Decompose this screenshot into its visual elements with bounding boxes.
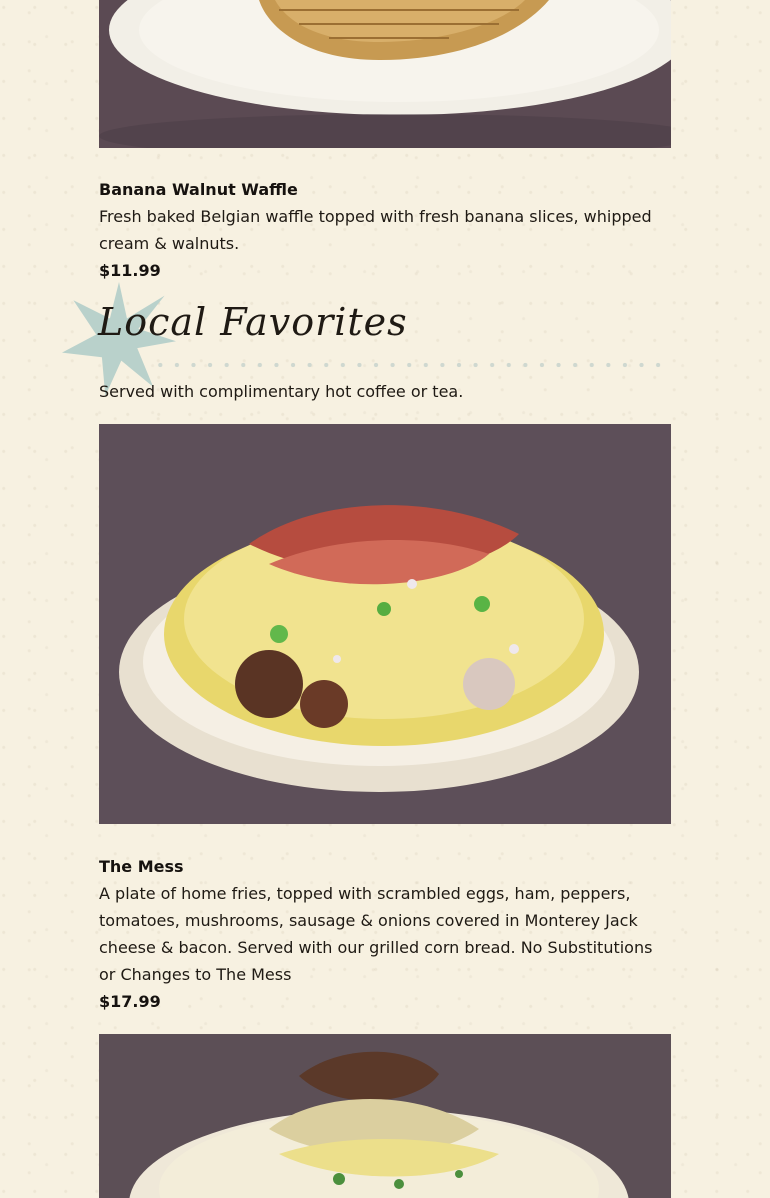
menu-item-price: $17.99 <box>99 992 161 1011</box>
banana-walnut-waffle-photo <box>99 0 671 148</box>
the-mess-photo <box>99 424 671 824</box>
menu-item-description: Fresh baked Belgian waffle topped with fresh banana slices, whipped cream & walnuts. <box>99 207 652 253</box>
dotted-divider <box>152 362 672 368</box>
menu-item-title: Banana Walnut Waffle <box>99 180 298 199</box>
menu-item-price: $11.99 <box>99 261 161 280</box>
section-subtitle: Served with complimentary hot coffee or tea. <box>99 382 464 401</box>
menu-item-title: The Mess <box>99 857 184 876</box>
menu-item-description: A plate of home fries, topped with scrambled eggs, ham, peppers, tomatoes, mushrooms, sausage & onions covered in Monterey Jack cheese & bacon. Served with our grilled corn bread. No Substitutions or Changes to The Mess <box>99 884 653 984</box>
waffle-image <box>99 0 671 148</box>
next-menu-item-photo <box>99 1034 671 1198</box>
section-title: Local Favorites <box>98 300 408 344</box>
next-menu-item-image <box>99 1034 671 1198</box>
the-mess-image <box>99 424 671 824</box>
